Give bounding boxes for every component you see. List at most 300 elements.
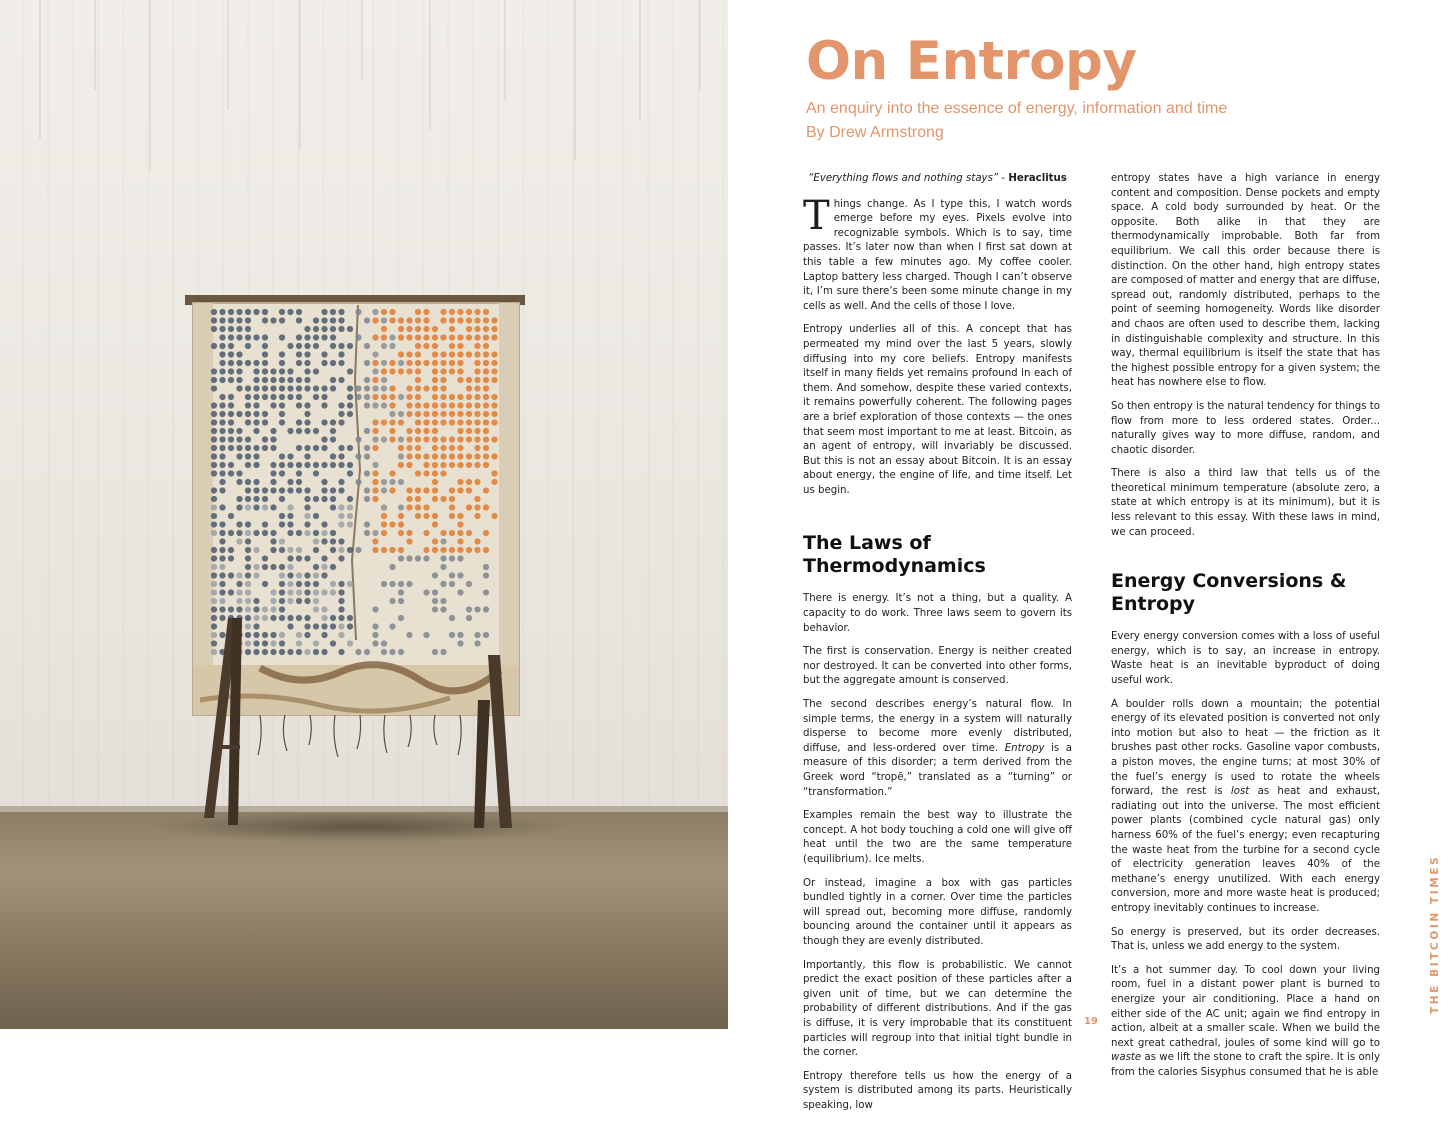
painting-dot	[253, 411, 259, 417]
painting-dot	[219, 615, 225, 621]
painting-dot	[457, 394, 463, 400]
painting-dot	[381, 436, 387, 442]
energy-paragraph-4-a: It’s a hot summer day. To cool down your living room, fuel in a distant power plant is burned to energize your air conditioning. Place a hand on either side of the AC unit; again we find entropy in action, albeit at a smaller scale. When we build the next great cathedral, joules of some kind will go to	[1111, 964, 1380, 1049]
painting-dot	[432, 470, 438, 476]
publication-masthead: THE BITCOIN TIMES	[1429, 854, 1441, 1014]
painting-dot	[228, 606, 234, 612]
painting-dot	[270, 487, 276, 493]
painting-dot	[474, 402, 480, 408]
painting-dot	[474, 377, 480, 383]
painting-dot	[406, 351, 412, 357]
painting-dot	[364, 521, 370, 527]
painting-dot	[228, 428, 234, 434]
painting-dot	[219, 462, 225, 468]
painting-dot	[372, 360, 378, 366]
painting-dot	[398, 334, 404, 340]
painting-dot	[262, 649, 268, 655]
painting-dot	[415, 411, 421, 417]
painting-dot	[236, 368, 242, 374]
painting-dot	[304, 419, 310, 425]
painting-dot	[219, 453, 225, 459]
painting-dot	[304, 598, 310, 604]
painting-dot	[270, 377, 276, 383]
painting-dot	[321, 487, 327, 493]
painting-dot	[321, 606, 327, 612]
laws-paragraph-6: Importantly, this flow is probabilistic. We cannot predict the exact position of these particles after a given unit of time, but we can determine the probability of different distributions. And if the gas is diffuse, it is very improbable that its constituent particles will regroup into that initial tight bundle in the corner.	[803, 959, 1072, 1059]
painting-dot	[381, 377, 387, 383]
painting-dot	[211, 436, 217, 442]
painting-dot	[245, 555, 251, 561]
painting-dot	[415, 317, 421, 323]
painting-dot	[398, 317, 404, 323]
painting-dot	[245, 343, 251, 349]
painting-dot	[440, 581, 446, 587]
painting-dot	[313, 623, 319, 629]
painting-dot	[440, 411, 446, 417]
painting-dot	[270, 615, 276, 621]
painting-dot	[347, 547, 353, 553]
painting-dot	[398, 615, 404, 621]
painting-dot	[313, 649, 319, 655]
painting-dot	[313, 530, 319, 536]
painting-dot	[211, 572, 217, 578]
painting-dot	[491, 326, 497, 332]
painting-dot	[245, 436, 251, 442]
painting-dot	[228, 402, 234, 408]
painting-dot	[457, 360, 463, 366]
painting-dot	[372, 640, 378, 646]
section-heading-energy: Energy Conversions & Entropy	[1111, 570, 1347, 616]
painting-dot	[338, 402, 344, 408]
painting-dot	[440, 649, 446, 655]
painting-dot	[406, 411, 412, 417]
painting-dot	[236, 479, 242, 485]
painting-dot	[449, 581, 455, 587]
painting-dot	[211, 385, 217, 391]
painting-dot	[270, 479, 276, 485]
painting-dot	[398, 598, 404, 604]
painting-dot	[483, 317, 489, 323]
painting-dot	[372, 470, 378, 476]
painting-dot	[364, 402, 370, 408]
painting-dot	[262, 368, 268, 374]
painting-dot	[321, 394, 327, 400]
painting-dot	[287, 487, 293, 493]
painting-dot	[287, 377, 293, 383]
painting-dot	[279, 598, 285, 604]
painting-dot	[330, 487, 336, 493]
painting-dot	[423, 453, 429, 459]
painting-dot	[389, 649, 395, 655]
painting-dot	[338, 555, 344, 561]
painting-dot	[381, 640, 387, 646]
painting-dot	[296, 581, 302, 587]
painting-dot	[287, 572, 293, 578]
painting-dot	[347, 623, 353, 629]
painting-dot	[270, 504, 276, 510]
painting-dot	[457, 632, 463, 638]
painting-dot	[262, 564, 268, 570]
painting-dot	[313, 470, 319, 476]
painting-dot	[211, 521, 217, 527]
painting-dot	[330, 360, 336, 366]
painting-dot	[296, 632, 302, 638]
painting-dot	[270, 538, 276, 544]
painting-dot	[415, 334, 421, 340]
painting-dot	[228, 462, 234, 468]
painting-dot	[253, 462, 259, 468]
painting-dot	[279, 309, 285, 315]
painting-dot	[211, 368, 217, 374]
painting-dot	[483, 402, 489, 408]
painting-dot	[228, 326, 234, 332]
painting-dot	[432, 385, 438, 391]
painting-dot	[228, 317, 234, 323]
painting-dot	[338, 606, 344, 612]
painting-dot	[449, 326, 455, 332]
painting-dot	[270, 598, 276, 604]
painting-dot	[287, 462, 293, 468]
intro-paragraph-1-text: hings change. As I type this, I watch words emerge before my eyes. Pixels evolve into recognizable symbols. Which is to say, time passes. It’s later now than when I first sat down at this table a few minutes ago. My coffee cooler. Laptop battery less charged. Though I can’t observe it, I’m sure there’s been some minute change in my cells as well. And the cells of those I love.	[803, 198, 1072, 312]
painting-dot	[466, 453, 472, 459]
painting-dot	[457, 351, 463, 357]
painting-dot	[432, 606, 438, 612]
painting-dot	[457, 419, 463, 425]
painting-dot	[372, 445, 378, 451]
painting-dot	[364, 649, 370, 655]
painting-dot	[211, 606, 217, 612]
painting-dot	[449, 445, 455, 451]
painting-dot	[262, 445, 268, 451]
painting-dot	[262, 632, 268, 638]
painting-dot	[432, 479, 438, 485]
painting-dot	[389, 317, 395, 323]
painting-dot	[398, 589, 404, 595]
energy-paragraph-2	[1111, 698, 1380, 917]
painting-dot	[236, 428, 242, 434]
painting-dot	[236, 530, 242, 536]
painting-dot	[449, 572, 455, 578]
painting-dot	[483, 462, 489, 468]
energy-paragraph-3: So energy is preserved, but its order decreases. That is, unless we add energy to the system.	[1111, 926, 1380, 953]
painting-dot	[253, 479, 259, 485]
painting-dot	[228, 377, 234, 383]
painting-dot	[253, 453, 259, 459]
painting-dot	[440, 317, 446, 323]
painting-dot	[296, 479, 302, 485]
painting-dot	[296, 615, 302, 621]
painting-dot	[440, 547, 446, 553]
painting-dot	[423, 411, 429, 417]
painting-dot	[457, 547, 463, 553]
painting-dot	[398, 394, 404, 400]
painting-dot	[304, 521, 310, 527]
painting-dot	[296, 445, 302, 451]
painting-dot	[219, 360, 225, 366]
painting-dot	[279, 606, 285, 612]
laws-paragraph-3	[803, 698, 1072, 800]
painting-dot	[330, 419, 336, 425]
painting-dot	[313, 547, 319, 553]
painting-dot	[389, 360, 395, 366]
painting-dot	[347, 462, 353, 468]
painting-dot	[423, 487, 429, 493]
painting-dot	[287, 623, 293, 629]
painting-dot	[279, 572, 285, 578]
painting-dot	[313, 394, 319, 400]
painting-dot	[270, 436, 276, 442]
painting-dot	[372, 385, 378, 391]
painting-dot	[270, 606, 276, 612]
painting-dot	[279, 360, 285, 366]
painting-dot	[211, 487, 217, 493]
painting-dot	[466, 377, 472, 383]
painting-dot	[321, 360, 327, 366]
painting-dot	[287, 521, 293, 527]
painting-dot	[279, 402, 285, 408]
painting-dot	[389, 402, 395, 408]
painting-dot	[245, 538, 251, 544]
painting-dot	[219, 411, 225, 417]
painting-dot	[415, 351, 421, 357]
painting-dot	[338, 445, 344, 451]
painting-dot	[287, 555, 293, 561]
painting-dot	[440, 360, 446, 366]
painting-dot	[423, 632, 429, 638]
painting-dot	[338, 589, 344, 595]
painting-dot	[483, 411, 489, 417]
painting-dot	[236, 521, 242, 527]
painting-dot	[347, 615, 353, 621]
painting-dot	[296, 419, 302, 425]
painting-dot	[245, 317, 251, 323]
painting-dot	[330, 385, 336, 391]
painting-dot	[398, 521, 404, 527]
painting-dot	[355, 479, 361, 485]
painting-dot	[389, 309, 395, 315]
painting-dot	[219, 326, 225, 332]
painting-dot	[211, 513, 217, 519]
painting-dot	[262, 581, 268, 587]
painting-dot	[245, 640, 251, 646]
painting-dot	[321, 496, 327, 502]
painting-dot	[287, 368, 293, 374]
painting-dot	[440, 334, 446, 340]
text-column-1	[803, 172, 1072, 1122]
painting-dot	[304, 428, 310, 434]
painting-dot	[432, 334, 438, 340]
painting-dot	[270, 530, 276, 536]
painting-dot	[389, 521, 395, 527]
painting-dot	[449, 436, 455, 442]
painting-dot	[211, 547, 217, 553]
painting-dot	[219, 402, 225, 408]
epigraph-quote: “Everything flows and nothing stays”	[808, 173, 999, 184]
painting-dot	[262, 343, 268, 349]
laws-paragraph-3-b: is a measure of this disorder; a term derived from the Greek word “tropē,” translated as a “turning” or “transformation.”	[803, 742, 1073, 798]
painting-dot	[304, 487, 310, 493]
laws-paragraph-4: Examples remain the best way to illustrate the concept. A hot body touching a cold one will give off heat until the two are the same temperature (equilibrium). Ice melts.	[803, 810, 1072, 865]
painting-dot	[287, 649, 293, 655]
painting-dot	[432, 343, 438, 349]
painting-dot	[466, 309, 472, 315]
painting-dot	[440, 462, 446, 468]
painting-dot	[423, 462, 429, 468]
painting-dot	[423, 309, 429, 315]
painting-dot	[245, 411, 251, 417]
intro-paragraph-2: Entropy underlies all of this. A concept that has permeated my mind over the last 5 years, slowly diffusing into my core beliefs. Entropy manifests itself in many fields yet remains profound in each of them. And somehow, despite these varied contexts, it remains powerfully coherent. The following pages are a brief exploration of those contexts — the ones that seem most important to me at least. Bitcoin, as an agent of entropy, will invariably be discussed. But this is not an essay about Bitcoin. It is an essay about energy, the engine of life, and time itself. Let us begin.	[803, 324, 1072, 496]
painting-dot	[457, 555, 463, 561]
painting-dot	[245, 487, 251, 493]
painting-dot	[381, 309, 387, 315]
painting-dot	[279, 538, 285, 544]
painting-dot	[338, 360, 344, 366]
painting-dot	[483, 436, 489, 442]
painting-dot	[330, 317, 336, 323]
painting-dot	[474, 343, 480, 349]
painting-dot	[262, 521, 268, 527]
painting-dot	[304, 368, 310, 374]
painting-dot	[236, 453, 242, 459]
painting-dot	[279, 513, 285, 519]
painting-dot	[270, 462, 276, 468]
painting-dot	[423, 436, 429, 442]
painting-dot	[398, 504, 404, 510]
painting-dot	[432, 402, 438, 408]
painting-dot	[228, 530, 234, 536]
painting-dot	[406, 394, 412, 400]
painting-dot	[491, 411, 497, 417]
painting-dot	[355, 309, 361, 315]
painting-dot	[321, 632, 327, 638]
painting-dot	[474, 632, 480, 638]
painting-dot	[398, 368, 404, 374]
painting-dot	[483, 530, 489, 536]
painting-dot	[415, 555, 421, 561]
painting-dot	[228, 394, 234, 400]
painting-dot	[415, 453, 421, 459]
painting-dot	[449, 368, 455, 374]
painting-dot	[270, 470, 276, 476]
painting-dot	[347, 368, 353, 374]
painting-dot	[483, 445, 489, 451]
painting-dot	[262, 487, 268, 493]
painting-dot	[483, 360, 489, 366]
painting-dot	[253, 428, 259, 434]
painting-dot	[440, 530, 446, 536]
painting-dot	[245, 496, 251, 502]
painting-dot	[491, 377, 497, 383]
painting-dot	[457, 377, 463, 383]
painting-dot	[211, 343, 217, 349]
painting-dot	[321, 615, 327, 621]
painting-dot	[228, 445, 234, 451]
painting-dot	[313, 343, 319, 349]
painting-dot	[270, 317, 276, 323]
painting-dot	[338, 317, 344, 323]
painting-dot	[474, 513, 480, 519]
painting-dot	[483, 351, 489, 357]
painting-dot	[219, 309, 225, 315]
painting-dot	[253, 360, 259, 366]
painting-dot	[449, 411, 455, 417]
painting-dot	[372, 402, 378, 408]
article-photo	[0, 0, 728, 1029]
painting-dot	[483, 504, 489, 510]
painting-dot	[423, 555, 429, 561]
painting-dot	[262, 334, 268, 340]
painting-dot	[219, 419, 225, 425]
painting-dot	[253, 394, 259, 400]
painting-dot	[236, 589, 242, 595]
painting-dot	[270, 394, 276, 400]
painting-dot	[432, 513, 438, 519]
painting-dot	[381, 419, 387, 425]
painting-dot	[449, 360, 455, 366]
painting-dot	[364, 453, 370, 459]
laws-paragraph-3-em: Entropy	[1004, 742, 1045, 754]
painting-dot	[304, 453, 310, 459]
painting-dot	[474, 606, 480, 612]
painting-dot	[423, 360, 429, 366]
painting-dot	[253, 402, 259, 408]
painting-dot	[253, 368, 259, 374]
painting-dot	[355, 394, 361, 400]
painting-dot	[253, 385, 259, 391]
painting-dot	[279, 462, 285, 468]
painting-dot	[415, 385, 421, 391]
painting-dot	[372, 394, 378, 400]
painting-dot	[457, 513, 463, 519]
painting-dot	[304, 462, 310, 468]
painting-dot	[313, 385, 319, 391]
painting-dot	[449, 402, 455, 408]
painting-dot	[423, 334, 429, 340]
painting-dot	[440, 385, 446, 391]
painting-dot	[270, 402, 276, 408]
painting-dot	[253, 419, 259, 425]
painting-dot	[415, 343, 421, 349]
painting-dot	[364, 377, 370, 383]
painting-dot	[364, 470, 370, 476]
painting-dot	[491, 360, 497, 366]
painting-dot	[474, 360, 480, 366]
painting-dot	[440, 470, 446, 476]
painting-dot	[330, 436, 336, 442]
painting-dot	[440, 436, 446, 442]
painting-dot	[211, 632, 217, 638]
painting-dot	[449, 351, 455, 357]
article-page	[728, 0, 1456, 1111]
painting-dot	[389, 564, 395, 570]
painting-dot	[381, 368, 387, 374]
painting-dot	[372, 538, 378, 544]
painting-dot	[398, 547, 404, 553]
painting-dot	[466, 385, 472, 391]
painting-dot	[228, 351, 234, 357]
painting-dot	[347, 640, 353, 646]
painting-dot	[398, 436, 404, 442]
painting-dot	[245, 445, 251, 451]
painting-dot	[279, 419, 285, 425]
painting-dot	[338, 326, 344, 332]
painting-dot	[372, 428, 378, 434]
painting-dot	[279, 385, 285, 391]
painting-dot	[466, 547, 472, 553]
painting-dot	[262, 394, 268, 400]
painting-dot	[321, 462, 327, 468]
painting-dot	[355, 385, 361, 391]
